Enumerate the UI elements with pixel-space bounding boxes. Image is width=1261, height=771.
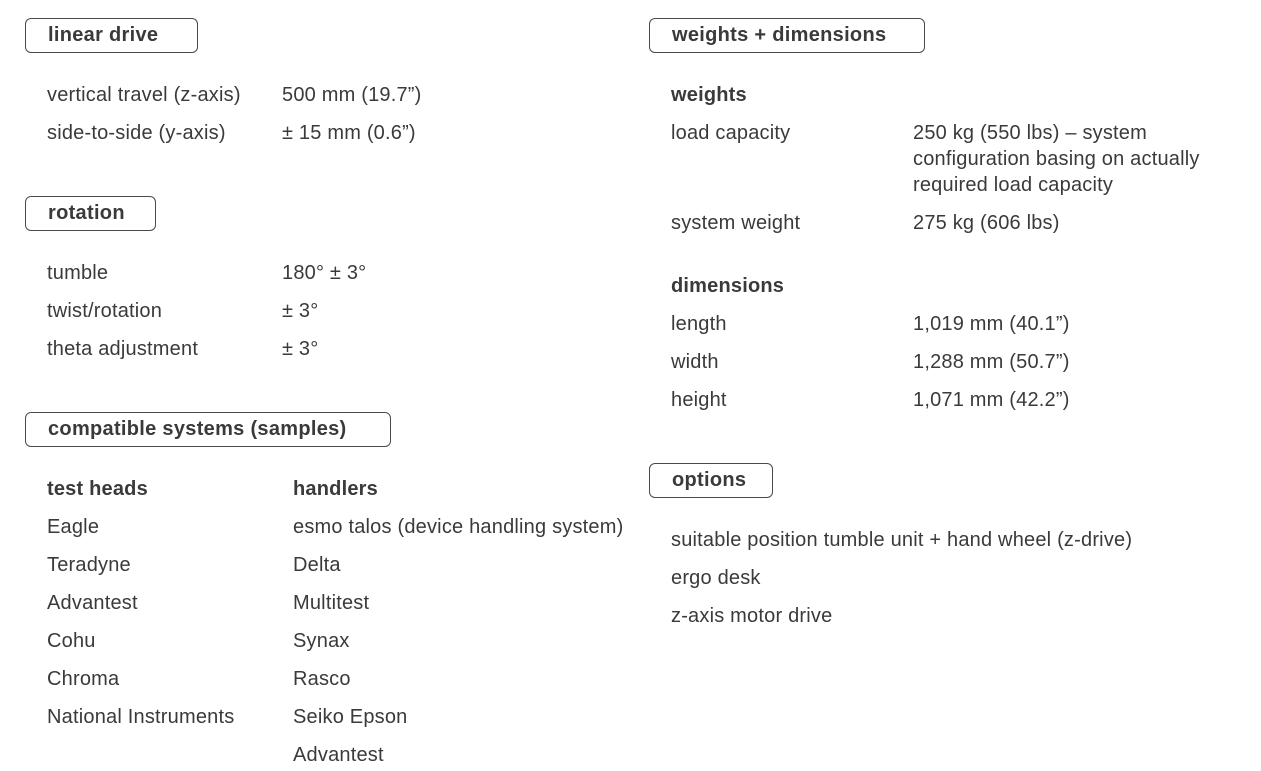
spec-value: 250 kg (550 lbs) – system configuration basing on actually required load capacity	[913, 122, 1200, 196]
column-header-handlers: handlers	[293, 478, 378, 500]
handler-item: Multitest	[293, 592, 370, 614]
spec-value: 1,071 mm (42.2”)	[913, 389, 1070, 411]
subheading-dimensions: dimensions	[671, 275, 785, 297]
option-item: z-axis motor drive	[671, 605, 833, 627]
handler-item: Advantest	[293, 744, 384, 766]
spec-value: ± 3°	[282, 338, 319, 360]
test-head-item: Advantest	[47, 592, 138, 614]
spec-label: width	[671, 351, 719, 373]
test-head-item: National Instruments	[47, 706, 235, 728]
test-head-item: Teradyne	[47, 554, 131, 576]
section-heading-rotation: rotation	[25, 196, 156, 231]
option-item: ergo desk	[671, 567, 761, 589]
handler-item: Delta	[293, 554, 341, 576]
subheading-weights: weights	[671, 84, 747, 106]
test-head-item: Cohu	[47, 630, 96, 652]
section-heading-weights-dimensions: weights + dimensions	[649, 18, 925, 53]
spec-value: ± 3°	[282, 300, 319, 322]
spec-label: length	[671, 313, 727, 335]
spec-label: theta adjustment	[47, 338, 199, 360]
section-heading-linear-drive: linear drive	[25, 18, 198, 53]
column-header-test-heads: test heads	[47, 478, 148, 500]
test-head-item: Eagle	[47, 516, 100, 538]
handler-item: Synax	[293, 630, 350, 652]
handler-item: esmo talos (device handling system)	[293, 516, 624, 538]
spec-value: 1,288 mm (50.7”)	[913, 351, 1070, 373]
option-item: suitable position tumble unit + hand wheel (z-drive)	[671, 529, 1133, 551]
spec-value: 275 kg (606 lbs)	[913, 212, 1060, 234]
spec-label: system weight	[671, 212, 801, 234]
spec-label: side-to-side (y-axis)	[47, 122, 226, 144]
handler-item: Seiko Epson	[293, 706, 408, 728]
spec-label: height	[671, 389, 727, 411]
spec-value: ± 15 mm (0.6”)	[282, 122, 416, 144]
spec-label: load capacity	[671, 122, 791, 144]
spec-value: 500 mm (19.7”)	[282, 84, 422, 106]
spec-value: 180° ± 3°	[282, 262, 367, 284]
handler-item: Rasco	[293, 668, 351, 690]
spec-label: tumble	[47, 262, 109, 284]
spec-label: vertical travel (z-axis)	[47, 84, 241, 106]
section-heading-compatible-systems: compatible systems (samples)	[25, 412, 391, 447]
section-heading-options: options	[649, 463, 773, 498]
spec-value: 1,019 mm (40.1”)	[913, 313, 1070, 335]
spec-label: twist/rotation	[47, 300, 163, 322]
test-head-item: Chroma	[47, 668, 120, 690]
